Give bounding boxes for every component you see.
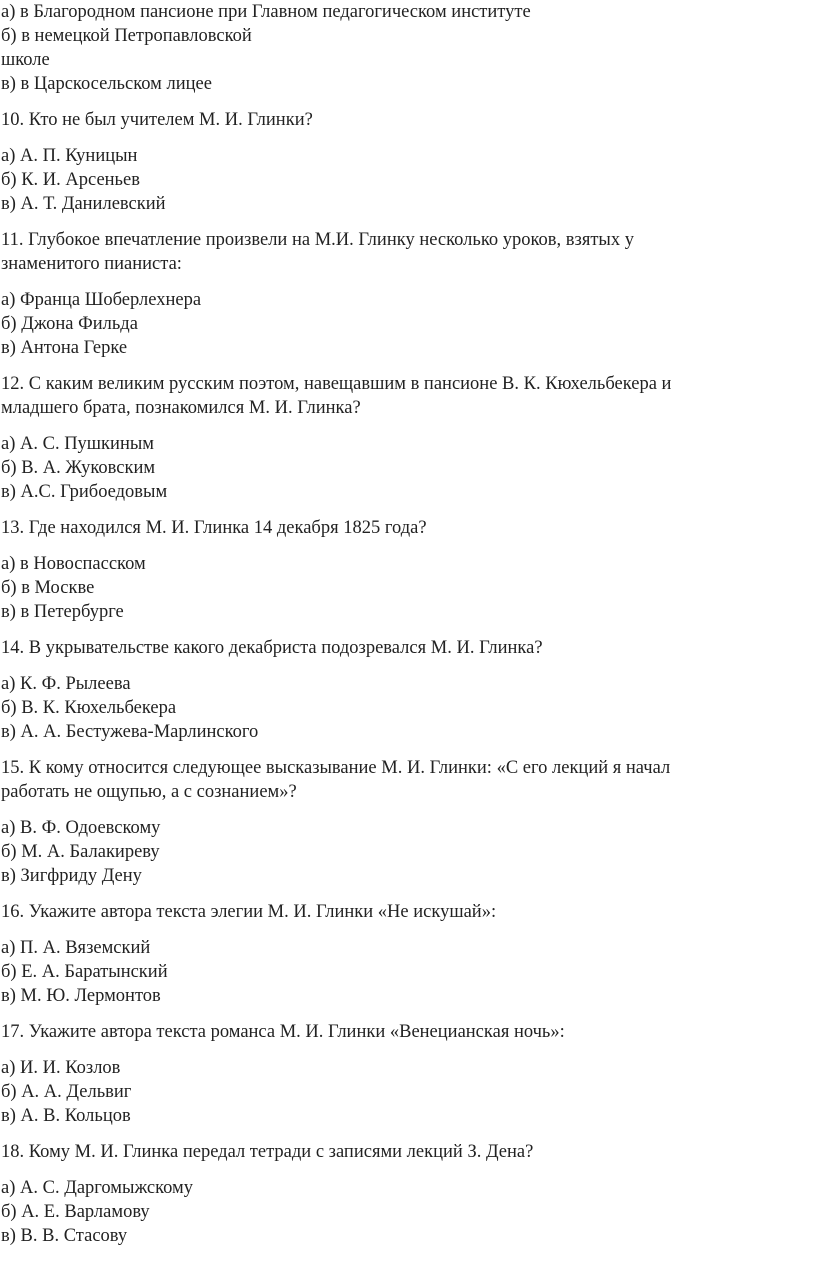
answer-option: в) А. Т. Данилевский [1,194,166,214]
answer-option: б) в Москве [1,578,95,598]
question-item [1,756,816,888]
answer-option: б) в немецкой Петропавловской [1,26,252,46]
answer-option-continuation: школе [1,50,50,70]
answer-option: б) А. Е. Варламову [1,1202,150,1222]
answer-option: а) в Новоспасском [1,554,146,574]
question-text [1,900,816,924]
answer-option: в) М. Ю. Лермонтов [1,986,161,1006]
answer-option: б) В. А. Жуковским [1,458,156,478]
question-line: 11. Глубокое впечатление произвели на М.И. Глинку несколько уроков, взятых у [1,230,634,250]
question-item [1,636,816,744]
answer-list [1,1056,816,1128]
question-item [1,228,816,360]
answer-option: б) Джона Фильда [1,314,138,334]
question-text [1,372,816,420]
question-text [1,1140,816,1164]
answer-option: а) А. П. Куницын [1,146,138,166]
answer-option: а) в Благородном пансионе при Главном педагогическом институте [1,2,531,22]
answer-list [1,816,816,888]
answer-option: в) В. В. Стасову [1,1226,128,1246]
question-item [1,900,816,1008]
question-line: 17. Укажите автора текста романса М. И. Глинки «Венецианская ночь»: [1,1022,565,1042]
answer-option: а) А. С. Пушкиным [1,434,154,454]
answer-list [1,288,816,360]
question-line: 13. Где находился М. И. Глинка 14 декабря 1825 года? [1,518,427,538]
answer-option: а) В. Ф. Одоевскому [1,818,161,838]
answer-option: в) А. В. Кольцов [1,1106,131,1126]
question-line: 10. Кто не был учителем М. И. Глинки? [1,110,313,130]
answer-option: а) А. С. Даргомыжскому [1,1178,194,1198]
question-item [1,108,816,216]
answer-option: б) В. К. Кюхельбекера [1,698,177,718]
question-item [1,372,816,504]
answer-option: в) в Петербурге [1,602,124,622]
answer-list [1,1176,816,1248]
answer-option: а) П. А. Вяземский [1,938,151,958]
answer-list [1,552,816,624]
prelude-answers [1,0,816,96]
answer-option: а) К. Ф. Рылеева [1,674,131,694]
answer-list [1,432,816,504]
answer-option: б) А. А. Дельвиг [1,1082,132,1102]
question-line: младшего брата, познакомился М. И. Глинка? [1,398,361,418]
question-item [1,1020,816,1128]
question-text [1,228,816,276]
answer-option: а) Франца Шоберлехнера [1,290,202,310]
answer-option: в) Антона Герке [1,338,128,358]
question-text [1,636,816,660]
question-item [1,516,816,624]
answer-option: б) Е. А. Баратынский [1,962,168,982]
answer-list [1,144,816,216]
answer-list [1,672,816,744]
question-line: 12. С каким великим русским поэтом, навещавшим в пансионе В. К. Кюхельбекера и [1,374,672,394]
answer-option: в) А.С. Грибоедовым [1,482,168,502]
answer-option: в) Зигфриду Дену [1,866,142,886]
question-text [1,516,816,540]
question-line: знаменитого пианиста: [1,254,182,274]
question-line: 18. Кому М. И. Глинка передал тетради с записями лекций З. Дена? [1,1142,534,1162]
answer-option: в) А. А. Бестужева-Марлинского [1,722,259,742]
question-line: 15. К кому относится следующее высказывание М. И. Глинки: «С его лекций я начал [1,758,671,778]
question-line: 14. В укрывательстве какого декабриста подозревался М. И. Глинка? [1,638,543,658]
question-list [1,108,816,1248]
answer-option: в) в Царскосельском лицее [1,74,212,94]
question-item [1,1140,816,1248]
question-text [1,756,816,804]
answer-list [1,936,816,1008]
answer-option: б) М. А. Балакиреву [1,842,160,862]
answer-option: б) К. И. Арсеньев [1,170,140,190]
question-line: работать не ощупью, а с сознанием»? [1,782,297,802]
question-line: 16. Укажите автора текста элегии М. И. Глинки «Не искушай»: [1,902,497,922]
answer-option: а) И. И. Козлов [1,1058,121,1078]
question-text [1,108,816,132]
question-text [1,1020,816,1044]
